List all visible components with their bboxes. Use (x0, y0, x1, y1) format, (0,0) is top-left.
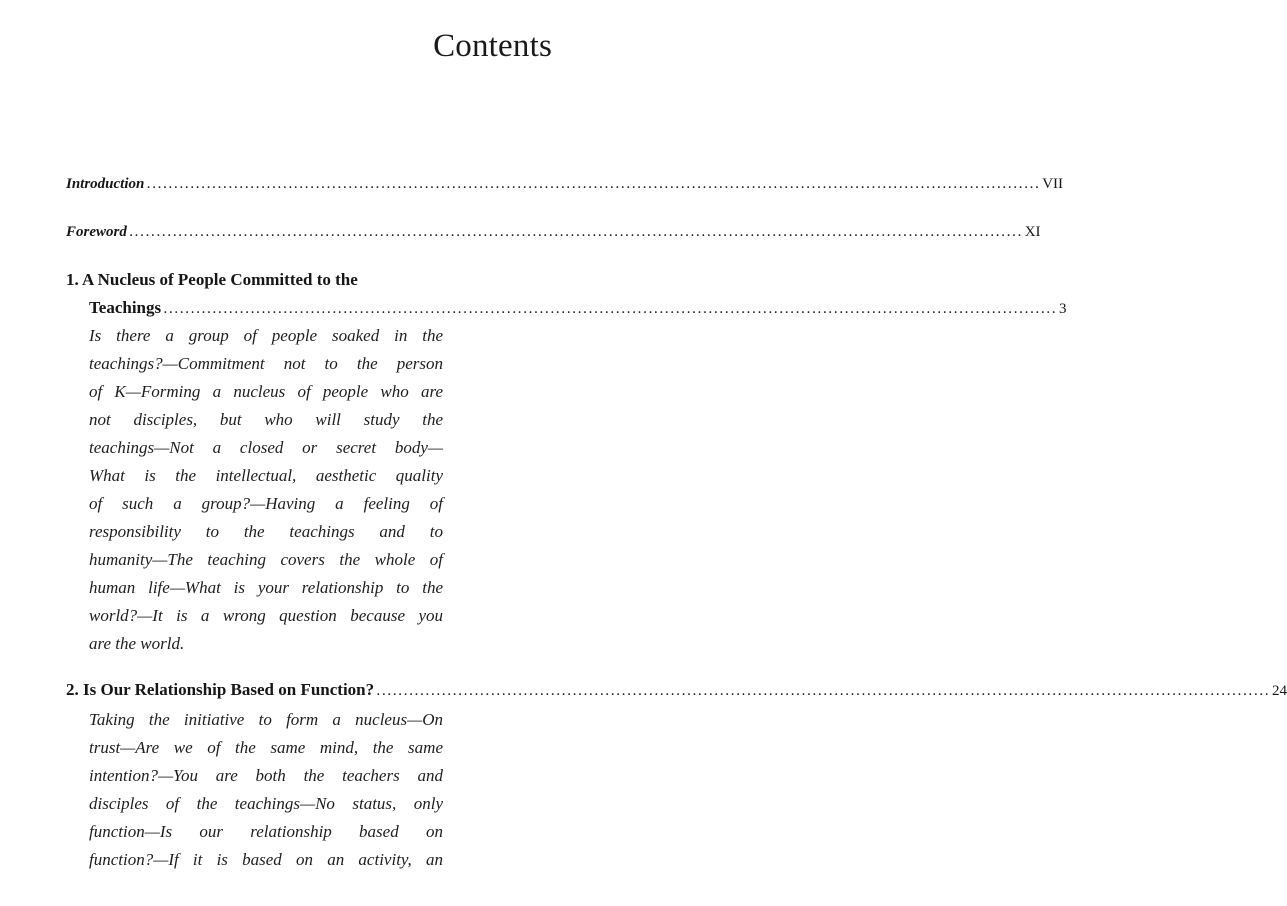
description-line: humanity—The teaching covers the whole of (89, 550, 443, 569)
chapter-1-title-cont: Teachings (89, 298, 162, 317)
chapter-1-description (89, 322, 443, 658)
dot-leader: .................................................................................................................................................................... (128, 224, 1023, 240)
description-line: teachings—Not a closed or secret body— (89, 438, 443, 457)
toc-entry-foreword[interactable] (66, 224, 1041, 241)
description-line: world?—It is a wrong question because you (89, 606, 443, 625)
description-line: intention?—You are both the teachers and (89, 766, 443, 785)
toc-entry-label: Foreword (66, 224, 127, 240)
description-line: function—Is our relationship based on (89, 822, 443, 841)
toc-page-number: 24 (1271, 683, 1287, 699)
chapter-2-title: 2. Is Our Relationship Based on Function? (66, 680, 375, 699)
page-title: Contents (433, 28, 552, 64)
chapter-1-title[interactable]: 1. A Nucleus of People Committed to the (66, 270, 358, 289)
description-line: Taking the initiative to form a nucleus—On (89, 710, 443, 729)
toc-entry-introduction[interactable] (66, 176, 1064, 193)
description-line: responsibility to the teachings and to (89, 522, 443, 541)
description-line: are the world. (89, 634, 185, 653)
description-line: teachings?—Commitment not to the person (89, 354, 443, 373)
toc-entry-chapter-2[interactable] (66, 680, 1287, 700)
toc-page-number: 3 (1058, 301, 1067, 317)
description-line: of K—Forming a nucleus of people who are (89, 382, 443, 401)
dot-leader: .................................................................................................................................................................... (163, 301, 1057, 317)
chapter-2-description (89, 706, 443, 874)
description-line: trust—Are we of the same mind, the same (89, 738, 443, 757)
description-line: not disciples, but who will study the (89, 410, 443, 429)
description-line: of such a group?—Having a feeling of (89, 494, 443, 513)
toc-entry-label: Introduction (66, 176, 145, 192)
toc-entry-chapter-1[interactable] (89, 298, 1067, 318)
description-line: function?—If it is based on an activity, an (89, 850, 443, 869)
dot-leader: .................................................................................................................................................................... (376, 683, 1270, 699)
toc-page-number: XI (1024, 224, 1041, 240)
description-line: human life—What is your relationship to the (89, 578, 443, 597)
description-line: What is the intellectual, aesthetic quality (89, 466, 443, 485)
description-line: Is there a group of people soaked in the (89, 326, 443, 345)
toc-page-number: VII (1042, 176, 1064, 192)
description-line: disciples of the teachings—No status, only (89, 794, 443, 813)
dot-leader: .................................................................................................................................................................... (146, 176, 1041, 192)
